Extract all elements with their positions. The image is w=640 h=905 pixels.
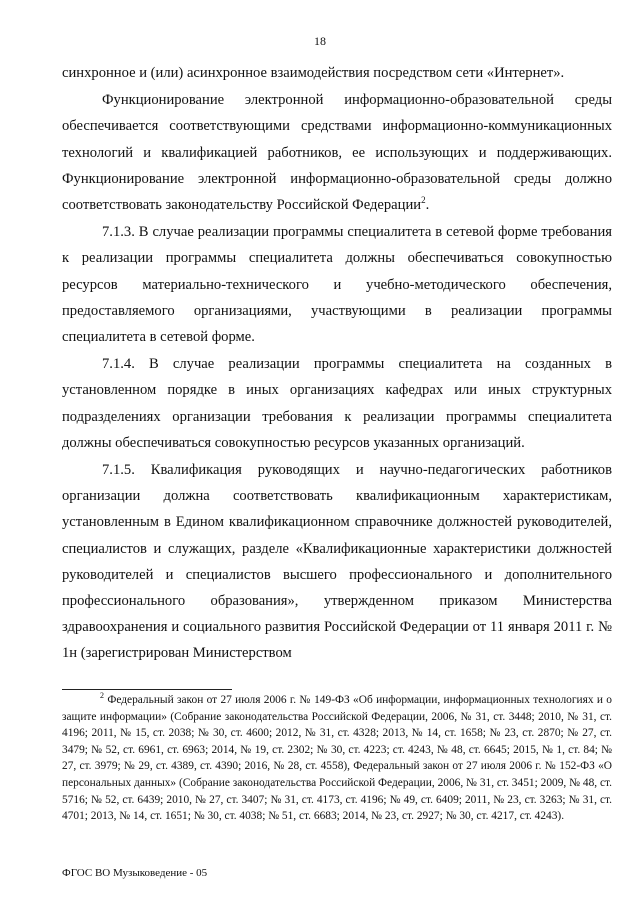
footnote-reference[interactable]: 2 [421,195,426,206]
paragraph-eios [62,87,612,218]
paragraph-eios-end: . [425,197,430,214]
page-number: 18 [314,34,326,48]
paragraph-7-1-4: 7.1.4. В случае реализации программы специалитета на созданных в установленном порядке в иных организациях кафедрах или иных структурных подразделениях организации требования к реализации программы специалитета должны обеспечиваться совокупностью ресурсов указанных организаций. [62,356,612,451]
page-footer: ФГОС ВО Музыковедение - 05 [62,867,208,879]
footnote [62,692,612,825]
paragraph-7-1-3: 7.1.3. В случае реализации программы специалитета в сетевой форме требования к реализации программы специалитета должны обеспечиваться совокупностью ресурсов материально-технического и учебно-методического обеспечения, предоставляемого организациями, участвующими в реализации программы специалитета в сетевой форме. [62,224,612,346]
paragraph-eios-text: Функционирование электронной информационно-образовательной среды обеспечивается соответствующими средствами информационно-коммуникационных технологий и квалификацией работников, ее использующих и поддерживающих. Функционирование электронной информационно-образовательной среды должно соответствовать законодательству Российской Федерации [62,92,612,214]
paragraph-7-1-5: 7.1.5. Квалификация руководящих и научно-педагогических работников организации должна соответствовать квалификационным характеристикам, установленным в Едином квалификационном справочнике должностей руководителей, специалистов и служащих, разделе «Квалификационные характеристики должностей руководителей и специалистов высшего профессионального и дополнительного профессионального образования», утвержденном приказом Министерства здравоохранения и социального развития Российской Федерации от 11 января 2011 г. № 1н (зарегистрирован Министерством [62,462,612,662]
body-text [62,60,612,667]
footnote-mark: 2 [100,691,104,701]
footnote-paragraph [62,692,612,825]
footnote-text: Федеральный закон от 27 июля 2006 г. № 149-ФЗ «Об информации, информационных технологиях и о защите информации» (Собрание законодательства Российской Федерации, 2006, № 31, ст. 3448; 2010, № 31, ст. 4196; 2011, № 15, ст. 2038; № 30, ст. 4600; 2012, № 31, ст. 4328; 2013, № 14, ст. 1658; № 23, ст. 2870; № 27, ст. 3479; № 52, ст. 6961, ст. 6963; 2014, № 19, ст. 2302; № 30, ст. 4223; ст. 4243, № 48, ст. 6645; 2015, № 1, ст. 84; № 27, ст. 3979; № 29, ст. 4389, ст. 4390; 2016, № 28, ст. 4558), Федеральный закон от 27 июля 2006 г. № 152-ФЗ «О персональных данных» (Собрание законодательства Российской Федерации, 2006, № 31, ст. 3451; 2009, № 48, ст. 5716; № 52, ст. 6439; 2010, № 27, ст. 3407; № 31, ст. 4173, ст. 4196; № 49, ст. 6409; 2011, № 23, ст. 3263; № 31, ст. 4701; 2013, № 14, ст. 1651; № 30, ст. 4038; № 51, ст. 6683; 2014, № 23, ст. 2927; № 30, ст. 4217, ст. 4243). [62,694,612,823]
paragraph-continuation: синхронное и (или) асинхронное взаимодействия посредством сети «Интернет». [62,65,565,81]
footnote-divider [62,689,232,690]
